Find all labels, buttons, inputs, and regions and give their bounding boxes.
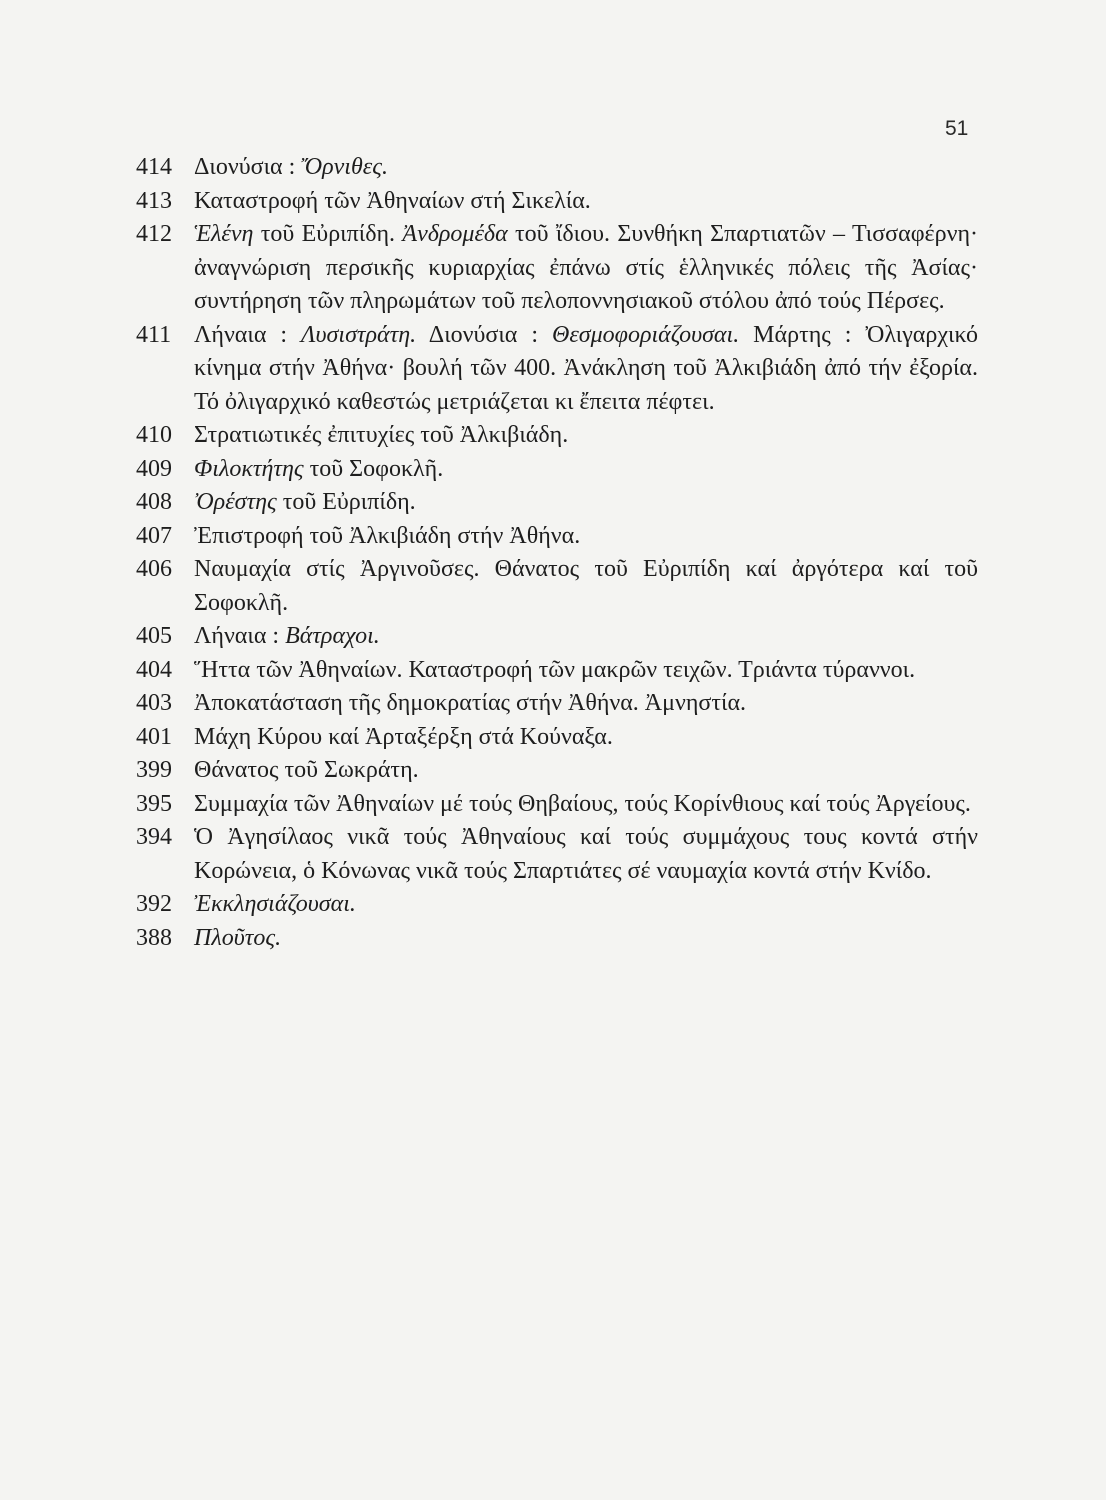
entry-year: 394: [136, 824, 172, 850]
work-title: Ἐκκλησιάζουσαι.: [194, 891, 356, 917]
entry-text: [194, 788, 978, 822]
entry-text: [194, 922, 978, 956]
entry-year: 392: [136, 891, 172, 917]
text-run: τοῦ Εὐριπίδη.: [276, 489, 416, 515]
entry-text: [194, 151, 978, 185]
entry-year: 388: [136, 924, 172, 951]
text-run: Θάνατος τοῦ Σωκράτη.: [194, 757, 419, 783]
chronology-entry: [136, 151, 978, 185]
chronology-entry: [136, 453, 978, 487]
chronology-entry: [136, 788, 978, 822]
entry-text: [194, 754, 978, 788]
work-title: Ἀνδρομέδα: [402, 221, 508, 247]
work-title: Ὀρέστης: [194, 489, 277, 515]
chronology-entry: [136, 888, 978, 922]
text-run: Ἀποκατάσταση τῆς δημοκρατίας στήν Ἀθήνα. Ἀμνηστία.: [194, 690, 747, 716]
entry-text: [194, 486, 978, 520]
entry-text: [194, 419, 978, 453]
chronology-entry: [136, 721, 978, 755]
text-run: Συμμαχία τῶν Ἀθηναίων μέ τούς Θηβαίους, τούς Κορίνθιους καί τούς Ἀργείους.: [194, 790, 971, 817]
entry-year: 403: [136, 690, 172, 716]
entry-year: 404: [136, 656, 172, 683]
entry-year: 407: [136, 522, 172, 549]
entry-text: [194, 319, 978, 420]
entry-year: 411: [136, 321, 172, 348]
work-title: Ὄρνιθες.: [301, 154, 388, 180]
entry-year: 395: [136, 790, 172, 817]
chronology-entry: [136, 654, 978, 688]
chronology-entry: [136, 922, 978, 956]
entry-text: [194, 620, 978, 654]
work-title: Βάτραχοι.: [285, 623, 380, 649]
work-title: Θεσμοφοριάζουσαι.: [552, 321, 740, 348]
text-run: Ἥττα τῶν Ἀθηναίων. Καταστροφή τῶν μακρῶν τειχῶν. Τριάντα τύραννοι.: [194, 656, 916, 683]
text-run: Καταστροφή τῶν Ἀθηναίων στή Σικελία.: [194, 187, 591, 214]
work-title: Φιλοκτήτης: [194, 455, 304, 482]
chronology-entry: [136, 218, 978, 319]
entry-text: [194, 687, 978, 721]
chronology-entry: [136, 486, 978, 520]
chronology-entry: [136, 319, 978, 420]
entry-year: 410: [136, 422, 172, 448]
chronology-entry: [136, 687, 978, 721]
entry-text: [194, 453, 978, 487]
chronology-list: [136, 151, 978, 955]
text-run: Διονύσια :: [194, 154, 302, 180]
work-title: Λυσιστράτη.: [301, 321, 417, 348]
text-run: Διονύσια :: [416, 321, 552, 348]
entry-text: [194, 520, 978, 554]
entry-year: 409: [136, 455, 172, 482]
entry-text: [194, 218, 978, 319]
entry-text: [194, 654, 978, 688]
entry-year: 401: [136, 723, 172, 750]
work-title: Ἑλένη: [194, 221, 254, 247]
chronology-entry: [136, 185, 978, 219]
text-run: Λήναια :: [194, 321, 302, 348]
entry-year: 399: [136, 757, 172, 783]
text-run: τοῦ Σοφοκλῆ.: [303, 455, 444, 482]
text-run: Μάρτης : Ὀλιγαρχικό κίνημα στήν Ἀθήνα· βουλή τῶν 400. Ἀνάκληση τοῦ Ἀλκιβιάδη ἀπό τήν ἐξορία. Τό ὀλιγαρχικό καθεστώς μετριάζεται κι ἔπειτα πέφτει.: [194, 321, 979, 415]
entry-text: [194, 721, 978, 755]
entry-year: 405: [136, 623, 172, 649]
text-run: Μάχη Κύρου καί Ἀρταξέρξη στά Κούναξα.: [194, 723, 613, 750]
entry-year: 414: [136, 154, 172, 180]
entry-year: 412: [136, 221, 172, 247]
text-run: Στρατιωτικές ἐπιτυχίες τοῦ Ἀλκιβιάδη.: [194, 422, 569, 448]
text-run: Ὁ Ἀγησίλαος νικᾶ τούς Ἀθηναίους καί τούς συμμάχους τους κοντά στήν Κορώνεια, ὁ Κόνωνας νικᾶ τούς Σπαρτιάτες σέ ναυμαχία κοντά στήν Κνίδο.: [194, 824, 978, 884]
entry-year: 413: [136, 187, 172, 214]
text-run: τοῦ Εὐριπίδη.: [253, 221, 403, 247]
chronology-entry: [136, 620, 978, 654]
text-run: Ἐπιστροφή τοῦ Ἀλκιβιάδη στήν Ἀθήνα.: [194, 522, 581, 549]
entry-text: [194, 553, 978, 620]
entry-year: 406: [136, 556, 172, 582]
page-number: 51: [945, 117, 969, 140]
text-run: τοῦ ἴδιου. Συνθήκη Σπαρτιατῶν – Τισσαφέρνη· ἀναγνώριση περσικῆς κυριαρχίας ἐπάνω στίς ἑλληνικές πόλεις τῆς Ἀσίας· συντήρηση τῶν πληρωμάτων τοῦ πελοποννησιακοῦ στόλου ἀπό τούς Πέρσες.: [194, 221, 978, 314]
chronology-entry: [136, 520, 978, 554]
entry-text: [194, 821, 978, 888]
entry-text: [194, 185, 978, 219]
chronology-entry: [136, 821, 978, 888]
entry-text: [194, 888, 978, 922]
chronology-entry: [136, 419, 978, 453]
text-run: Λήναια :: [194, 623, 286, 649]
text-run: Ναυμαχία στίς Ἀργινοῦσες. Θάνατος τοῦ Εὐριπίδη καί ἀργότερα καί τοῦ Σοφοκλῆ.: [194, 556, 978, 616]
chronology-entry: [136, 553, 978, 620]
work-title: Πλοῦτος.: [194, 924, 282, 951]
entry-year: 408: [136, 489, 172, 515]
chronology-entry: [136, 754, 978, 788]
